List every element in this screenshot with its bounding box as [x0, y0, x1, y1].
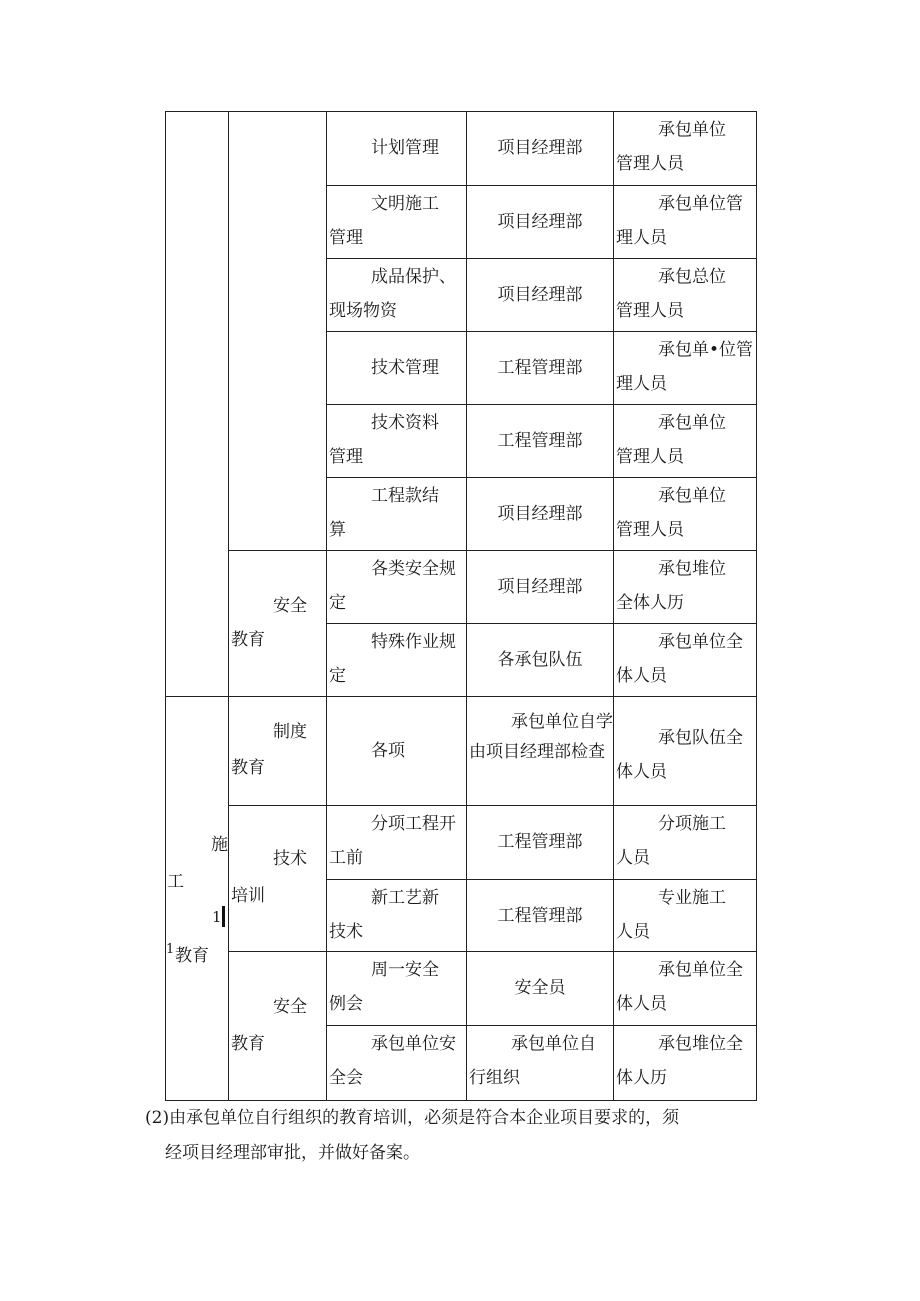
- item-cell: [327, 551, 467, 624]
- item-line2: 管理: [329, 228, 363, 248]
- target-line1: 承包单位全: [658, 632, 743, 652]
- dept-cell: [467, 697, 614, 806]
- item-cell: [327, 478, 467, 551]
- group2-label-bar: [222, 906, 225, 927]
- target-cell: [614, 112, 757, 186]
- target-cell: [614, 186, 757, 259]
- dept-cell: [467, 332, 614, 405]
- table-row: [166, 551, 757, 624]
- target-cell: [614, 405, 757, 478]
- sub-safety-cell: [229, 952, 327, 1101]
- item-line2: 全会: [329, 1068, 363, 1088]
- item-line2: 技术: [329, 922, 363, 942]
- dept-line2: 行组织: [469, 1068, 520, 1088]
- target-line2: 体人员: [616, 666, 667, 686]
- item-line2: 定: [329, 593, 346, 613]
- table-row: [166, 806, 757, 880]
- sub-label-line2: 教育: [231, 758, 265, 778]
- dept-cell: [467, 952, 614, 1026]
- dept-cell: [467, 880, 614, 952]
- dept-text: 工程管理部: [497, 358, 583, 378]
- table-row: [166, 952, 757, 1026]
- target-line1: 承包单位管: [658, 194, 743, 214]
- target-line2: 管理人员: [616, 520, 684, 540]
- note-paragraph-line2: 经项目经理部审批，并做好备案。: [165, 1143, 420, 1163]
- group2-label-char-shi: 施: [211, 835, 228, 855]
- target-line1: 承包堆位全: [658, 1034, 743, 1054]
- group2-label-mark-1a: 1: [212, 908, 222, 926]
- sub-label-line2: 教育: [231, 630, 265, 650]
- item-line2: 例会: [329, 994, 363, 1014]
- target-line2: 体人历: [616, 1068, 667, 1088]
- target-cell: [614, 332, 757, 405]
- target-line1: 承包单位: [658, 120, 726, 140]
- group2-label-jiaoyu: 教育: [175, 946, 209, 966]
- target-line1: 承包单位全: [658, 960, 743, 980]
- item-line1: 各项: [371, 741, 405, 761]
- item-line2: 管理: [329, 447, 363, 467]
- sub-label-line1: 安全: [273, 596, 307, 616]
- target-line1: 承包单位: [658, 413, 726, 433]
- item-line1: 特殊作业规: [371, 632, 456, 652]
- sub-label-line2: 教育: [231, 1034, 265, 1054]
- training-table: [165, 111, 757, 1101]
- sub-tech-cell: [229, 806, 327, 952]
- item-line1: 技术资料: [371, 413, 439, 433]
- dept-line2: 由项目经理部检查: [469, 742, 605, 762]
- item-line1: 文明施工: [371, 194, 439, 214]
- target-cell: [614, 952, 757, 1026]
- dept-cell: [467, 624, 614, 697]
- item-cell: [327, 880, 467, 952]
- dept-text: 项目经理部: [497, 138, 583, 158]
- dept-cell: [467, 478, 614, 551]
- item-line1: 各类安全规: [371, 559, 456, 579]
- dept-cell: [467, 551, 614, 624]
- item-line2: 定: [329, 666, 346, 686]
- item-line1: 成品保护、: [371, 267, 456, 287]
- sub-label-line1: 安全: [273, 997, 307, 1017]
- group2-label-char-gong: 工: [167, 872, 184, 892]
- item-line2: 工前: [329, 848, 363, 868]
- target-line2: 体人员: [616, 994, 667, 1014]
- target-line1: 专业施工: [658, 888, 726, 908]
- target-line1: 承包单•位管: [658, 340, 754, 360]
- dept-cell: [467, 112, 614, 186]
- item-cell: [327, 405, 467, 478]
- item-line2: 算: [329, 520, 346, 540]
- item-cell: [327, 624, 467, 697]
- group2-label-mark-1b: 1: [166, 942, 175, 957]
- item-line1: 工程款结: [371, 486, 439, 506]
- target-line2: 体人员: [616, 762, 667, 782]
- dept-cell: [467, 259, 614, 332]
- target-line1: 承包单位: [658, 486, 726, 506]
- target-line1: 承包队伍全: [658, 728, 743, 748]
- dept-cell: [467, 186, 614, 259]
- item-line1: 分项工程开: [371, 814, 456, 834]
- sub-label-line1: 制度: [273, 722, 307, 742]
- target-line2: 管理人员: [616, 447, 684, 467]
- target-line2: 全体人历: [616, 593, 684, 613]
- table-row: [166, 112, 757, 186]
- sub-system-cell: [229, 697, 327, 806]
- target-line2: 理人员: [616, 374, 667, 394]
- item-cell: [327, 186, 467, 259]
- table-row: [166, 697, 757, 806]
- item-line1: 承包单位安: [371, 1034, 456, 1054]
- item-line2: 现场物资: [329, 301, 397, 321]
- dept-cell: [467, 405, 614, 478]
- target-cell: [614, 551, 757, 624]
- item-cell: [327, 1026, 467, 1101]
- dept-text: 项目经理部: [497, 212, 583, 232]
- sub-safety-cell: [229, 551, 327, 697]
- note-paragraph-line1: (2)由承包单位自行组织的教育培训，必须是符合本企业项目要求的，须: [145, 1108, 680, 1128]
- sub-label-line2: 培训: [231, 886, 265, 906]
- item-cell: [327, 332, 467, 405]
- target-line1: 承包总位: [658, 267, 726, 287]
- target-cell: [614, 478, 757, 551]
- dept-text: 各承包队伍: [497, 650, 583, 670]
- training-table-wrapper: [165, 111, 756, 1101]
- dept-text: 工程管理部: [497, 832, 583, 852]
- target-line1: 分项施工: [658, 814, 726, 834]
- dept-text: 工程管理部: [497, 906, 583, 926]
- dept-text: 项目经理部: [497, 285, 583, 305]
- item-cell: [327, 806, 467, 880]
- group2-label-cell: [166, 697, 229, 1101]
- target-cell: [614, 697, 757, 806]
- dept-cell: [467, 1026, 614, 1101]
- item-cell: [327, 952, 467, 1026]
- item-cell: [327, 697, 467, 806]
- target-line2: 人员: [616, 922, 650, 942]
- target-cell: [614, 259, 757, 332]
- target-cell: [614, 880, 757, 952]
- target-line2: 人员: [616, 848, 650, 868]
- target-cell: [614, 624, 757, 697]
- item-line1: 计划管理: [371, 138, 439, 158]
- item-cell: [327, 259, 467, 332]
- dept-text: 工程管理部: [497, 431, 583, 451]
- dept-line1: 承包单位自学: [511, 712, 613, 732]
- dept-cell: [467, 806, 614, 880]
- dept-text: 项目经理部: [497, 504, 583, 524]
- dept-text: 项目经理部: [497, 577, 583, 597]
- target-line2: 理人员: [616, 228, 667, 248]
- item-cell: [327, 112, 467, 186]
- item-line1: 新工艺新: [371, 888, 439, 908]
- dept-line1: 承包单位自: [511, 1034, 596, 1054]
- item-line1: 技术管理: [371, 358, 439, 378]
- sub-label-line1: 技术: [273, 849, 307, 869]
- group1-sub-empty-cell: [229, 112, 327, 551]
- dept-text: 安全员: [514, 978, 566, 998]
- target-cell: [614, 1026, 757, 1101]
- target-line2: 管理人员: [616, 301, 684, 321]
- group1-col1-cell: [166, 112, 229, 697]
- target-cell: [614, 806, 757, 880]
- target-line2: 管理人员: [616, 154, 684, 174]
- target-line1: 承包堆位: [658, 559, 726, 579]
- item-line1: 周一安全: [371, 960, 439, 980]
